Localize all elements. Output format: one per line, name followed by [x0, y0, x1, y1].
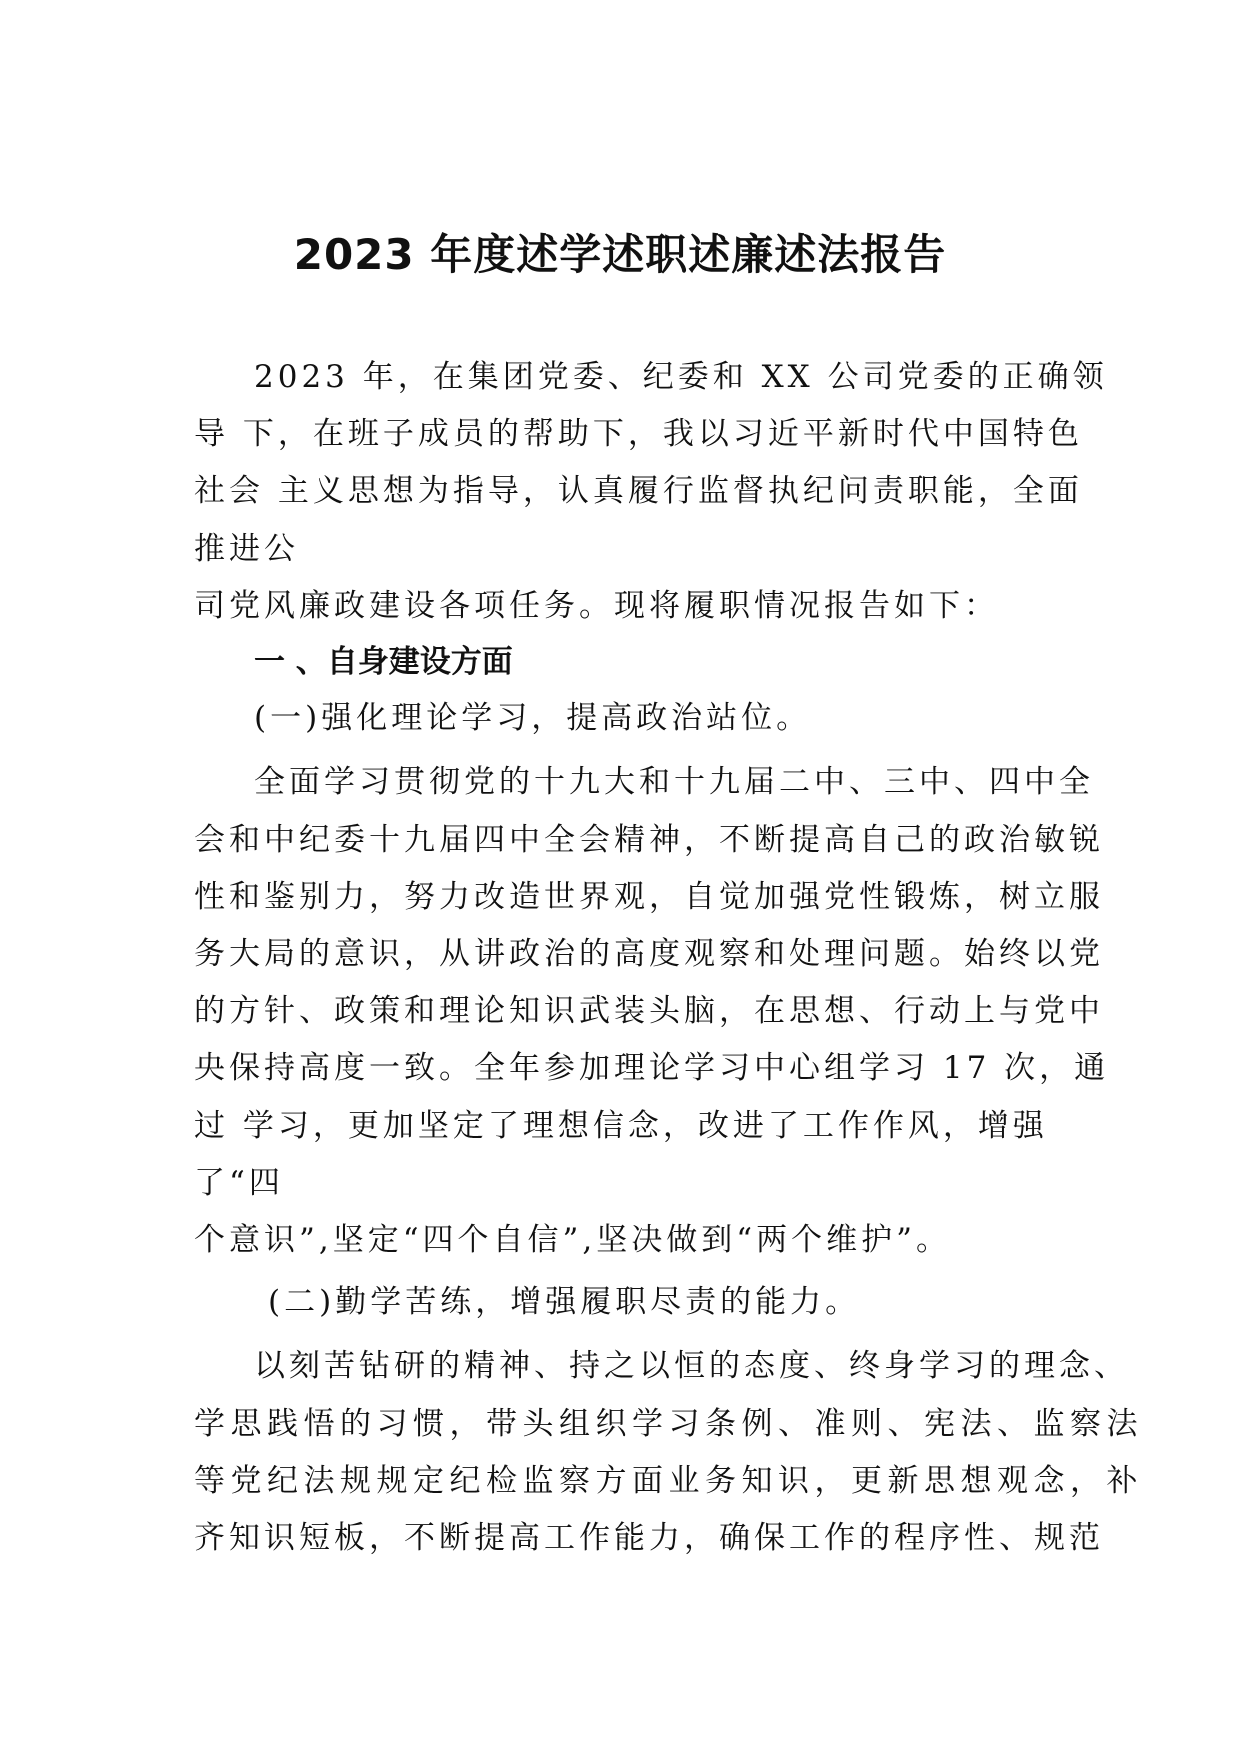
sub2-line-4: 齐知识短板，不断提高工作能力，确保工作的程序性、规范: [194, 1520, 1104, 1556]
sub1-line-4: 务大局的意识，从讲政治的高度观察和处理问题。始终以党: [194, 936, 1104, 972]
sub1-line-2: 会和中纪委十九届四中全会精神，不断提高自己的政治敏锐: [194, 822, 1104, 858]
intro-line-3: 社会 主义思想为指导，认真履行监督执纪问责职能，全面: [194, 473, 1083, 509]
sub1-line-8: 了“四: [194, 1165, 284, 1201]
sub2-line-3: 等党纪法规规定纪检监察方面业务知识，更新思想观念，补: [194, 1463, 1143, 1499]
document-title: 2023 年度述学述职述廉述法报告: [293, 230, 947, 279]
sub1-line-1: 全面学习贯彻党的十九大和十九届二中、三中、四中全: [254, 764, 1094, 800]
sub1-line-7: 过 学习，更加坚定了理想信念，改进了工作作风，增强: [194, 1108, 1048, 1144]
intro-line-4: 推进公: [194, 531, 299, 567]
sub1-line-6: 央保持高度一致。全年参加理论学习中心组学习 17 次，通: [194, 1050, 1110, 1086]
sub1-line-3: 性和鉴别力，努力改造世界观，自觉加强党性锻炼，树立服: [194, 879, 1104, 915]
subsection-heading-1: (一)强化理论学习，提高政治站位。: [254, 700, 812, 736]
sub1-line-9: 个意识”,坚定“四个自信”,坚决做到“两个维护”。: [194, 1222, 951, 1258]
sub2-line-2: 学思践悟的习惯，带头组织学习条例、准则、宪法、监察法: [194, 1406, 1143, 1442]
section-heading-1: 一 、自身建设方面: [254, 644, 513, 680]
sub2-line-1: 以刻苦钻研的精神、持之以恒的态度、终身学习的理念、: [254, 1348, 1129, 1384]
subsection-heading-2: (二)勤学苦练，增强履职尽责的能力。: [268, 1284, 861, 1320]
intro-line-1: 2023 年，在集团党委、纪委和 XX 公司党委的正确领: [254, 359, 1108, 395]
intro-line-2: 导 下，在班子成员的帮助下，我以习近平新时代中国特色: [194, 416, 1083, 452]
sub1-line-5: 的方针、政策和理论知识武装头脑，在思想、行动上与党中: [194, 993, 1104, 1029]
intro-line-5: 司党风廉政建设各项任务。现将履职情况报告如下：: [194, 588, 999, 624]
